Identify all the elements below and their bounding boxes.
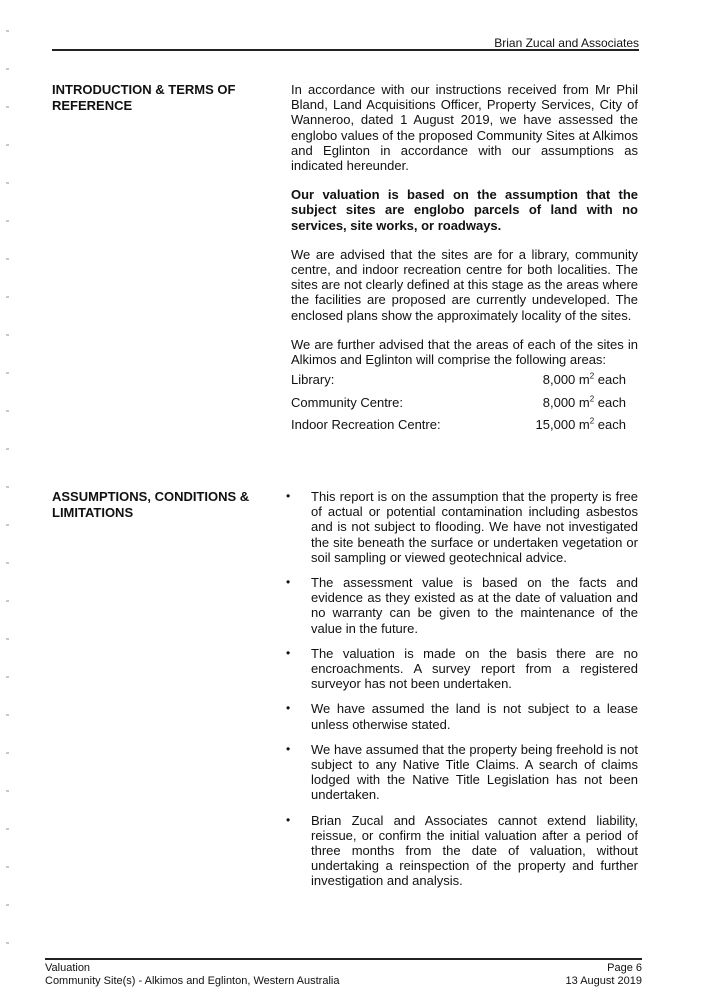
intro-paragraph-3: We are advised that the sites are for a library, community centre, and indoor recreation centre for both localities. The sites are not clearly defined at this stage as the areas where the facilities are proposed are currently undeveloped. The enclosed plans show the approximately locality of the sites. (291, 246, 638, 323)
intro-body (291, 82, 638, 437)
area-value: 8,000 $m^2$ each (542, 371, 626, 388)
footer-divider (45, 958, 642, 960)
header-divider (52, 49, 639, 51)
list-item: • Brian Zucal and Associates cannot extend liability, reissue, or confirm the initial valuation after a period of three months from the date of valuation, without undertaking a reinspection of the property and further investigation and analysis. (286, 812, 638, 889)
bullet-icon: • (286, 701, 291, 716)
bullet-icon: • (286, 812, 291, 827)
list-item: • This report is on the assumption that the property is free of actual or potential contamination including asbestos and is not subject to flooding. We have not investigated the site beneath the surface or undertaken vegetation or soil sampling or viewed geotechnical advice. (286, 489, 638, 565)
bullet-icon: • (286, 489, 291, 503)
area-label: Library: (291, 372, 335, 388)
bullet-icon: • (286, 575, 291, 590)
intro-paragraph-2: Our valuation is based on the assumption that the subject sites are englobo parcels of land with no services, site works, or roadways. (291, 187, 638, 233)
list-item: • The valuation is made on the basis there are no encroachments. A survey report from a registered surveyor has not been undertaken. (286, 645, 638, 692)
intro-paragraph-1: In accordance with our instructions received from Mr Phil Bland, Land Acquisitions Officer, Property Services, City of Wanneroo, dated 1 August 2019, we have assessed the englobo values of the proposed Community Sites at Alkimos and Eglinton in accordance with our assumptions as indicated hereunder. (291, 82, 638, 174)
areas-table (291, 369, 638, 437)
scan-margin-marks (6, 30, 9, 960)
area-row-library (291, 369, 638, 392)
area-row-community-centre (291, 392, 638, 415)
bullet-icon: • (286, 741, 291, 756)
footer-document-type: Valuation (45, 962, 91, 974)
header-company-name: Brian Zucal and Associates (494, 36, 639, 50)
footer-date: 13 August 2019 (565, 975, 642, 987)
area-label: Indoor Recreation Centre: (291, 417, 441, 433)
footer-page-number: Page 6 (607, 962, 642, 974)
list-item: • We have assumed that the property being freehold is not subject to any Native Title Claims. A search of claims lodged with the Native Title Legislation has not been undertaken. (286, 741, 638, 803)
footer-document-subject: Community Site(s) - Alkimos and Eglinton, Western Australia (45, 975, 340, 987)
area-label: Community Centre: (291, 394, 403, 410)
area-row-indoor-recreation-centre (291, 414, 638, 437)
footer-right (566, 962, 642, 988)
assumptions-heading: ASSUMPTIONS, CONDITIONS & LIMITATIONS (52, 489, 250, 520)
area-value: 15,000 $m^2$ each (535, 416, 626, 433)
area-value: 8,000 $m^2$ each (542, 394, 626, 410)
footer-left (45, 962, 339, 988)
assumptions-list (286, 489, 638, 899)
intro-paragraph-4: We are further advised that the areas of each of the sites in Alkimos and Eglinton will comprise the following areas: (291, 336, 638, 368)
intro-heading: INTRODUCTION & TERMS OF REFERENCE (52, 82, 236, 113)
bullet-icon: • (286, 645, 291, 660)
list-item: • The assessment value is based on the facts and evidence as they existed as at the date of valuation and no warranty can be given to the maintenance of the value in the future. (286, 575, 638, 636)
list-item: • We have assumed the land is not subject to a lease unless otherwise stated. (286, 701, 638, 732)
